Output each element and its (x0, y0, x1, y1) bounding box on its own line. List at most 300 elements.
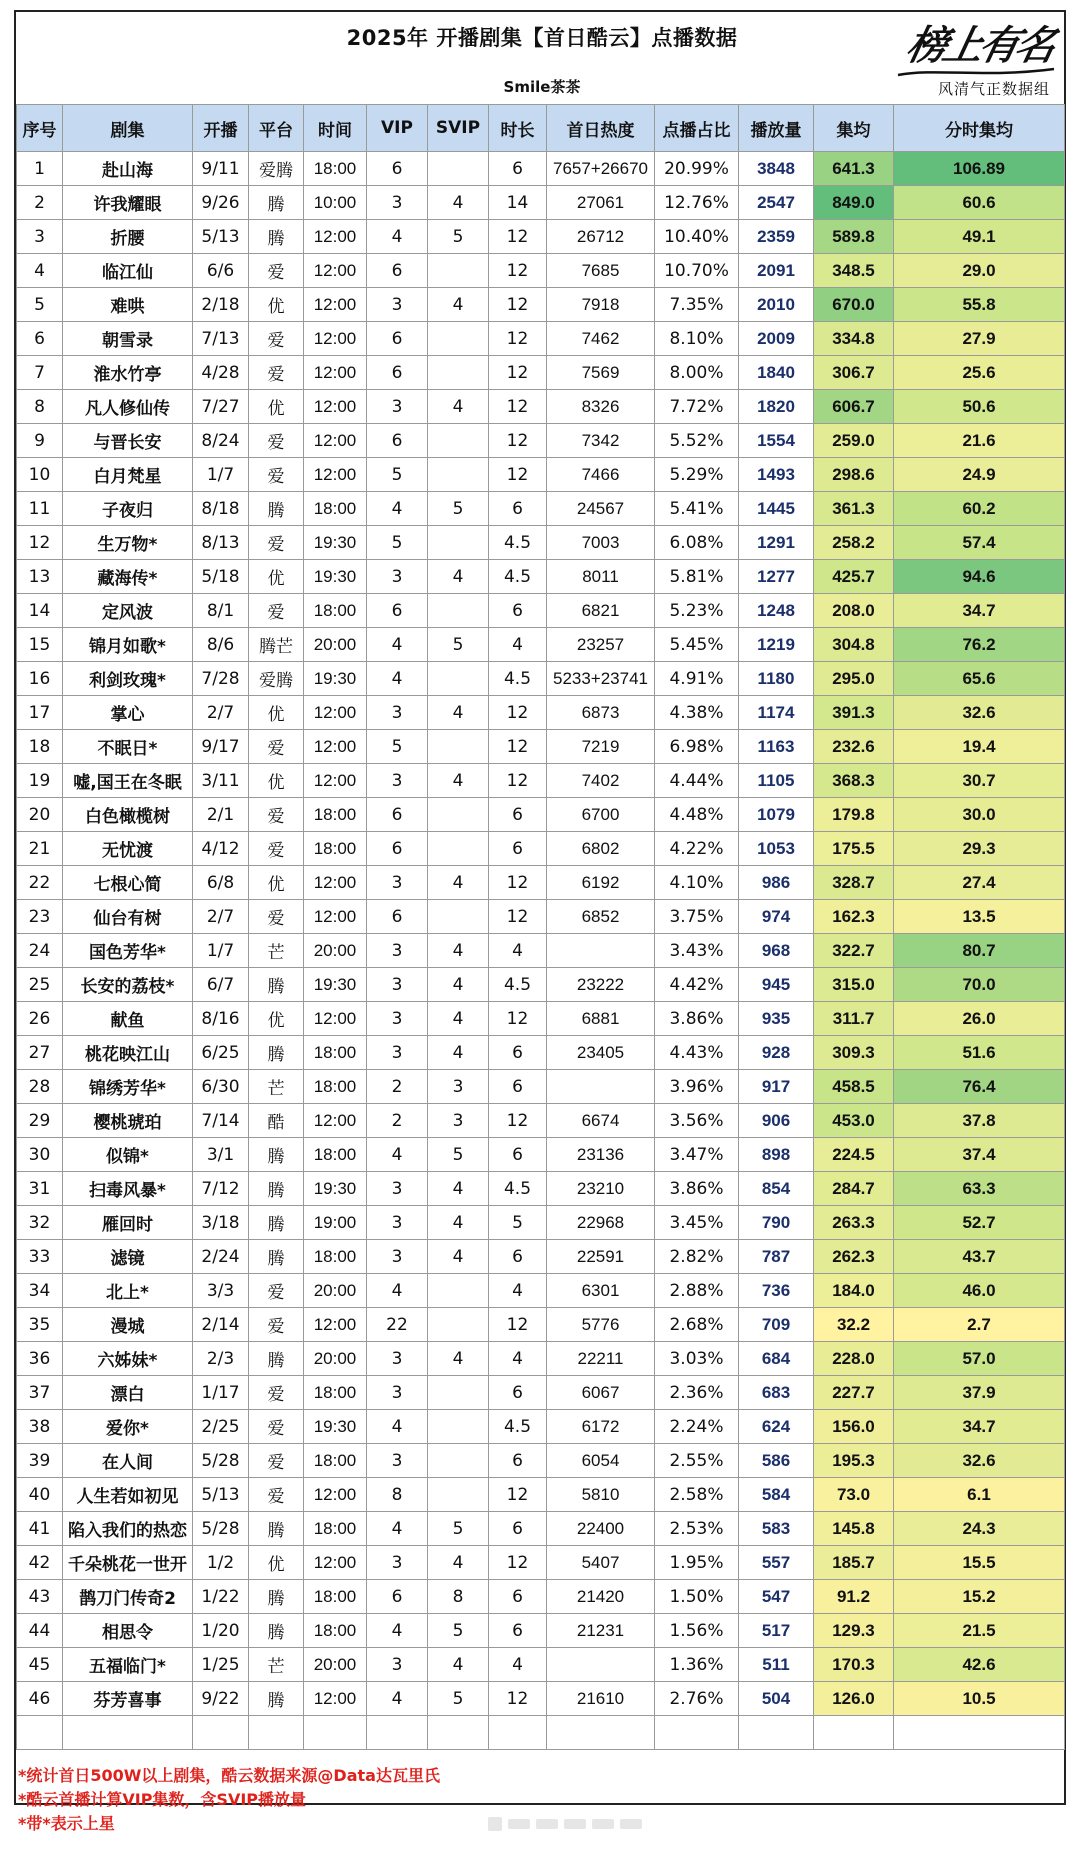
play-count: 2547 (739, 186, 814, 220)
episode-count: 4.5 (489, 526, 547, 560)
air-time: 20:00 (304, 1274, 367, 1308)
svip-episodes: 4 (428, 1172, 489, 1206)
vip-episodes: 3 (367, 764, 428, 798)
empty-cell (428, 1716, 489, 1750)
premiere-date: 3/11 (193, 764, 249, 798)
view-share: 4.91% (655, 662, 739, 696)
premiere-date: 5/18 (193, 560, 249, 594)
row-index: 27 (17, 1036, 63, 1070)
first-day-heat: 7918 (547, 288, 655, 322)
per-slot-avg: 6.1 (894, 1478, 1065, 1512)
drama-title: 七根心简 (63, 866, 193, 900)
per-slot-avg: 30.0 (894, 798, 1065, 832)
svip-episodes: 4 (428, 696, 489, 730)
first-day-heat: 6054 (547, 1444, 655, 1478)
row-index: 42 (17, 1546, 63, 1580)
column-header: 分时集均 (894, 105, 1065, 152)
empty-cell (249, 1716, 304, 1750)
view-share: 1.56% (655, 1614, 739, 1648)
row-index: 46 (17, 1682, 63, 1716)
per-slot-avg: 60.6 (894, 186, 1065, 220)
platform: 腾 (249, 1240, 304, 1274)
view-share: 3.75% (655, 900, 739, 934)
table-row (17, 1206, 1065, 1240)
drama-title: 雁回时 (63, 1206, 193, 1240)
table-row (17, 594, 1065, 628)
play-count: 584 (739, 1478, 814, 1512)
play-count: 736 (739, 1274, 814, 1308)
episode-count: 6 (489, 594, 547, 628)
row-index: 8 (17, 390, 63, 424)
air-time: 12:00 (304, 866, 367, 900)
episode-count: 5 (489, 1206, 547, 1240)
per-slot-avg: 34.7 (894, 594, 1065, 628)
vip-episodes: 6 (367, 356, 428, 390)
premiere-date: 2/14 (193, 1308, 249, 1342)
vip-episodes: 3 (367, 1206, 428, 1240)
premiere-date: 6/7 (193, 968, 249, 1002)
vip-episodes: 3 (367, 866, 428, 900)
platform: 爱 (249, 798, 304, 832)
air-time: 12:00 (304, 254, 367, 288)
air-time: 19:30 (304, 526, 367, 560)
drama-title: 仙台有树 (63, 900, 193, 934)
view-share: 7.35% (655, 288, 739, 322)
column-header: 序号 (17, 105, 63, 152)
table-row (17, 1308, 1065, 1342)
drama-title: 藏海传* (63, 560, 193, 594)
play-count: 986 (739, 866, 814, 900)
row-index: 11 (17, 492, 63, 526)
first-day-heat: 5776 (547, 1308, 655, 1342)
play-count: 898 (739, 1138, 814, 1172)
table-row (17, 798, 1065, 832)
play-count: 709 (739, 1308, 814, 1342)
vip-episodes: 22 (367, 1308, 428, 1342)
drama-title: 芬芳喜事 (63, 1682, 193, 1716)
table-row (17, 526, 1065, 560)
premiere-date: 7/28 (193, 662, 249, 696)
svip-episodes: 5 (428, 1138, 489, 1172)
play-count: 1079 (739, 798, 814, 832)
first-day-heat: 8326 (547, 390, 655, 424)
premiere-date: 2/24 (193, 1240, 249, 1274)
per-episode-avg: 263.3 (814, 1206, 894, 1240)
per-episode-avg: 156.0 (814, 1410, 894, 1444)
per-episode-avg: 162.3 (814, 900, 894, 934)
column-header: VIP (367, 105, 428, 152)
platform: 爱 (249, 1308, 304, 1342)
row-index: 38 (17, 1410, 63, 1444)
episode-count: 12 (489, 1104, 547, 1138)
table-row (17, 968, 1065, 1002)
per-episode-avg: 227.7 (814, 1376, 894, 1410)
episode-count: 4 (489, 1274, 547, 1308)
first-day-heat: 22591 (547, 1240, 655, 1274)
vip-episodes: 3 (367, 1002, 428, 1036)
per-episode-avg: 391.3 (814, 696, 894, 730)
episode-count: 4 (489, 1648, 547, 1682)
vip-episodes: 3 (367, 1444, 428, 1478)
episode-count: 12 (489, 1308, 547, 1342)
view-share: 5.29% (655, 458, 739, 492)
row-index: 3 (17, 220, 63, 254)
row-index: 21 (17, 832, 63, 866)
play-count: 583 (739, 1512, 814, 1546)
per-episode-avg: 453.0 (814, 1104, 894, 1138)
platform: 腾 (249, 492, 304, 526)
vip-episodes: 3 (367, 1172, 428, 1206)
first-day-heat: 7342 (547, 424, 655, 458)
episode-count: 6 (489, 1614, 547, 1648)
svip-episodes: 3 (428, 1104, 489, 1138)
row-index: 45 (17, 1648, 63, 1682)
drama-title: 五福临门* (63, 1648, 193, 1682)
row-index: 17 (17, 696, 63, 730)
drama-title: 朝雪录 (63, 322, 193, 356)
air-time: 12:00 (304, 356, 367, 390)
first-day-heat: 7685 (547, 254, 655, 288)
vip-episodes: 3 (367, 1036, 428, 1070)
drama-title: 折腰 (63, 220, 193, 254)
play-count: 517 (739, 1614, 814, 1648)
drama-title: 扫毒风暴* (63, 1172, 193, 1206)
first-day-heat: 6067 (547, 1376, 655, 1410)
view-share: 1.36% (655, 1648, 739, 1682)
episode-count: 12 (489, 356, 547, 390)
air-time: 18:00 (304, 798, 367, 832)
table-row (17, 1512, 1065, 1546)
premiere-date: 5/13 (193, 220, 249, 254)
premiere-date: 7/13 (193, 322, 249, 356)
svip-episodes (428, 1274, 489, 1308)
premiere-date: 3/18 (193, 1206, 249, 1240)
row-index: 15 (17, 628, 63, 662)
first-day-heat: 5407 (547, 1546, 655, 1580)
view-share: 12.76% (655, 186, 739, 220)
view-share: 4.10% (655, 866, 739, 900)
per-episode-avg: 458.5 (814, 1070, 894, 1104)
vip-episodes: 3 (367, 1648, 428, 1682)
footnote-3: *带*表示上星 (18, 1814, 115, 1833)
play-count: 504 (739, 1682, 814, 1716)
per-episode-avg: 295.0 (814, 662, 894, 696)
drama-title: 临江仙 (63, 254, 193, 288)
per-slot-avg: 106.89 (894, 152, 1065, 186)
episode-count: 12 (489, 288, 547, 322)
vip-episodes: 4 (367, 1274, 428, 1308)
view-share: 8.10% (655, 322, 739, 356)
per-slot-avg: 49.1 (894, 220, 1065, 254)
episode-count: 12 (489, 1002, 547, 1036)
air-time: 10:00 (304, 186, 367, 220)
vip-episodes: 4 (367, 1512, 428, 1546)
platform: 爱 (249, 1410, 304, 1444)
row-index: 1 (17, 152, 63, 186)
drama-title: 千朵桃花一世开 (63, 1546, 193, 1580)
per-slot-avg: 42.6 (894, 1648, 1065, 1682)
air-time: 18:00 (304, 832, 367, 866)
view-share: 6.98% (655, 730, 739, 764)
first-day-heat: 5810 (547, 1478, 655, 1512)
play-count: 1493 (739, 458, 814, 492)
vip-episodes: 6 (367, 322, 428, 356)
view-share: 3.45% (655, 1206, 739, 1240)
premiere-date: 2/7 (193, 696, 249, 730)
drama-title: 白月梵星 (63, 458, 193, 492)
air-time: 19:30 (304, 968, 367, 1002)
air-time: 12:00 (304, 424, 367, 458)
air-time: 12:00 (304, 220, 367, 254)
svip-episodes: 4 (428, 1240, 489, 1274)
column-header: 首日热度 (547, 105, 655, 152)
platform: 优 (249, 866, 304, 900)
vip-episodes: 4 (367, 220, 428, 254)
vip-episodes: 3 (367, 1376, 428, 1410)
row-index: 25 (17, 968, 63, 1002)
play-count: 683 (739, 1376, 814, 1410)
premiere-date: 7/12 (193, 1172, 249, 1206)
drama-title: 在人间 (63, 1444, 193, 1478)
per-episode-avg: 348.5 (814, 254, 894, 288)
per-slot-avg: 46.0 (894, 1274, 1065, 1308)
svip-episodes (428, 322, 489, 356)
row-index: 18 (17, 730, 63, 764)
premiere-date: 9/26 (193, 186, 249, 220)
view-share: 7.72% (655, 390, 739, 424)
premiere-date: 2/7 (193, 900, 249, 934)
premiere-date: 6/30 (193, 1070, 249, 1104)
episode-count: 12 (489, 1546, 547, 1580)
air-time: 18:00 (304, 1138, 367, 1172)
platform: 芒 (249, 934, 304, 968)
premiere-date: 3/3 (193, 1274, 249, 1308)
empty-cell (655, 1716, 739, 1750)
table-row (17, 1648, 1065, 1682)
per-episode-avg: 262.3 (814, 1240, 894, 1274)
air-time: 20:00 (304, 934, 367, 968)
table-row (17, 1274, 1065, 1308)
premiere-date: 8/16 (193, 1002, 249, 1036)
first-day-heat (547, 1070, 655, 1104)
vip-episodes: 3 (367, 186, 428, 220)
column-header: 开播 (193, 105, 249, 152)
drama-title: 无忧渡 (63, 832, 193, 866)
table-row (17, 1240, 1065, 1274)
play-count: 1105 (739, 764, 814, 798)
episode-count: 6 (489, 798, 547, 832)
per-episode-avg: 145.8 (814, 1512, 894, 1546)
first-day-heat: 8011 (547, 560, 655, 594)
row-index: 37 (17, 1376, 63, 1410)
air-time: 12:00 (304, 1308, 367, 1342)
empty-cell (193, 1716, 249, 1750)
premiere-date: 8/13 (193, 526, 249, 560)
column-header: 时间 (304, 105, 367, 152)
per-episode-avg: 334.8 (814, 322, 894, 356)
column-header: SVIP (428, 105, 489, 152)
vip-episodes: 6 (367, 832, 428, 866)
per-episode-avg: 284.7 (814, 1172, 894, 1206)
per-slot-avg: 26.0 (894, 1002, 1065, 1036)
drama-title: 白色橄榄树 (63, 798, 193, 832)
per-episode-avg: 32.2 (814, 1308, 894, 1342)
svip-episodes: 8 (428, 1580, 489, 1614)
view-share: 8.00% (655, 356, 739, 390)
table-row (17, 1172, 1065, 1206)
per-episode-avg: 328.7 (814, 866, 894, 900)
empty-cell (739, 1716, 814, 1750)
per-slot-avg: 65.6 (894, 662, 1065, 696)
premiere-date: 8/18 (193, 492, 249, 526)
per-slot-avg: 13.5 (894, 900, 1065, 934)
per-slot-avg: 43.7 (894, 1240, 1065, 1274)
vip-episodes: 4 (367, 492, 428, 526)
row-index: 19 (17, 764, 63, 798)
first-day-heat: 23257 (547, 628, 655, 662)
per-episode-avg: 606.7 (814, 390, 894, 424)
first-day-heat: 6172 (547, 1410, 655, 1444)
svip-episodes (428, 1376, 489, 1410)
svip-episodes: 4 (428, 1036, 489, 1070)
column-header: 剧集 (63, 105, 193, 152)
row-index: 24 (17, 934, 63, 968)
premiere-date: 2/3 (193, 1342, 249, 1376)
per-slot-avg: 57.4 (894, 526, 1065, 560)
table-row (17, 696, 1065, 730)
play-count: 917 (739, 1070, 814, 1104)
row-index: 32 (17, 1206, 63, 1240)
per-episode-avg: 73.0 (814, 1478, 894, 1512)
empty-cell (489, 1716, 547, 1750)
table-row (17, 560, 1065, 594)
play-count: 935 (739, 1002, 814, 1036)
view-share: 5.23% (655, 594, 739, 628)
svip-episodes: 5 (428, 492, 489, 526)
premiere-date: 1/7 (193, 458, 249, 492)
table-row (17, 186, 1065, 220)
per-slot-avg: 60.2 (894, 492, 1065, 526)
vip-episodes: 6 (367, 424, 428, 458)
table-row (17, 832, 1065, 866)
svip-episodes: 4 (428, 764, 489, 798)
play-count: 854 (739, 1172, 814, 1206)
row-index: 7 (17, 356, 63, 390)
first-day-heat: 6881 (547, 1002, 655, 1036)
platform: 爱 (249, 356, 304, 390)
platform: 腾芒 (249, 628, 304, 662)
air-time: 12:00 (304, 288, 367, 322)
premiere-date: 1/25 (193, 1648, 249, 1682)
empty-cell (17, 1716, 63, 1750)
per-episode-avg: 311.7 (814, 1002, 894, 1036)
drama-title: 定风波 (63, 594, 193, 628)
per-slot-avg: 50.6 (894, 390, 1065, 424)
vip-episodes: 6 (367, 900, 428, 934)
platform: 腾 (249, 1036, 304, 1070)
drama-title: 凡人修仙传 (63, 390, 193, 424)
row-index: 13 (17, 560, 63, 594)
svip-episodes (428, 152, 489, 186)
row-index: 39 (17, 1444, 63, 1478)
per-episode-avg: 849.0 (814, 186, 894, 220)
vip-episodes: 3 (367, 1240, 428, 1274)
row-index: 35 (17, 1308, 63, 1342)
row-index: 4 (17, 254, 63, 288)
view-share: 2.36% (655, 1376, 739, 1410)
empty-cell (547, 1716, 655, 1750)
episode-count: 4 (489, 934, 547, 968)
air-time: 18:00 (304, 594, 367, 628)
table-row (17, 628, 1065, 662)
premiere-date: 9/11 (193, 152, 249, 186)
view-share: 2.55% (655, 1444, 739, 1478)
first-day-heat: 7003 (547, 526, 655, 560)
premiere-date: 1/17 (193, 1376, 249, 1410)
view-share: 2.24% (655, 1410, 739, 1444)
per-episode-avg: 91.2 (814, 1580, 894, 1614)
episode-count: 4.5 (489, 560, 547, 594)
svip-episodes: 4 (428, 1206, 489, 1240)
first-day-heat: 21420 (547, 1580, 655, 1614)
column-header: 时长 (489, 105, 547, 152)
premiere-date: 5/28 (193, 1444, 249, 1478)
brand-logo (896, 16, 1056, 104)
row-index: 14 (17, 594, 63, 628)
drama-title: 锦绣芳华* (63, 1070, 193, 1104)
per-slot-avg: 37.8 (894, 1104, 1065, 1138)
view-share: 6.08% (655, 526, 739, 560)
drama-title: 国色芳华* (63, 934, 193, 968)
vip-episodes: 3 (367, 934, 428, 968)
per-episode-avg: 208.0 (814, 594, 894, 628)
per-episode-avg: 259.0 (814, 424, 894, 458)
svip-episodes (428, 594, 489, 628)
empty-cell (814, 1716, 894, 1750)
table-row (17, 1138, 1065, 1172)
first-day-heat: 7657+26670 (547, 152, 655, 186)
platform: 爱 (249, 832, 304, 866)
platform: 爱 (249, 322, 304, 356)
view-share: 4.43% (655, 1036, 739, 1070)
play-count: 1840 (739, 356, 814, 390)
platform: 腾 (249, 1580, 304, 1614)
premiere-date: 2/1 (193, 798, 249, 832)
row-index: 31 (17, 1172, 63, 1206)
per-episode-avg: 184.0 (814, 1274, 894, 1308)
svip-episodes: 4 (428, 390, 489, 424)
per-episode-avg: 258.2 (814, 526, 894, 560)
per-slot-avg: 25.6 (894, 356, 1065, 390)
vip-episodes: 3 (367, 696, 428, 730)
view-share: 2.58% (655, 1478, 739, 1512)
per-slot-avg: 19.4 (894, 730, 1065, 764)
svip-episodes: 5 (428, 628, 489, 662)
platform: 腾 (249, 1138, 304, 1172)
per-slot-avg: 27.9 (894, 322, 1065, 356)
logo-script: 榜上有名 (902, 22, 1057, 69)
table-row (17, 458, 1065, 492)
view-share: 4.22% (655, 832, 739, 866)
table-row (17, 730, 1065, 764)
premiere-date: 1/22 (193, 1580, 249, 1614)
table-row (17, 866, 1065, 900)
play-count: 586 (739, 1444, 814, 1478)
drama-title: 子夜归 (63, 492, 193, 526)
platform: 爱 (249, 900, 304, 934)
drama-title: 生万物* (63, 526, 193, 560)
platform: 爱 (249, 526, 304, 560)
